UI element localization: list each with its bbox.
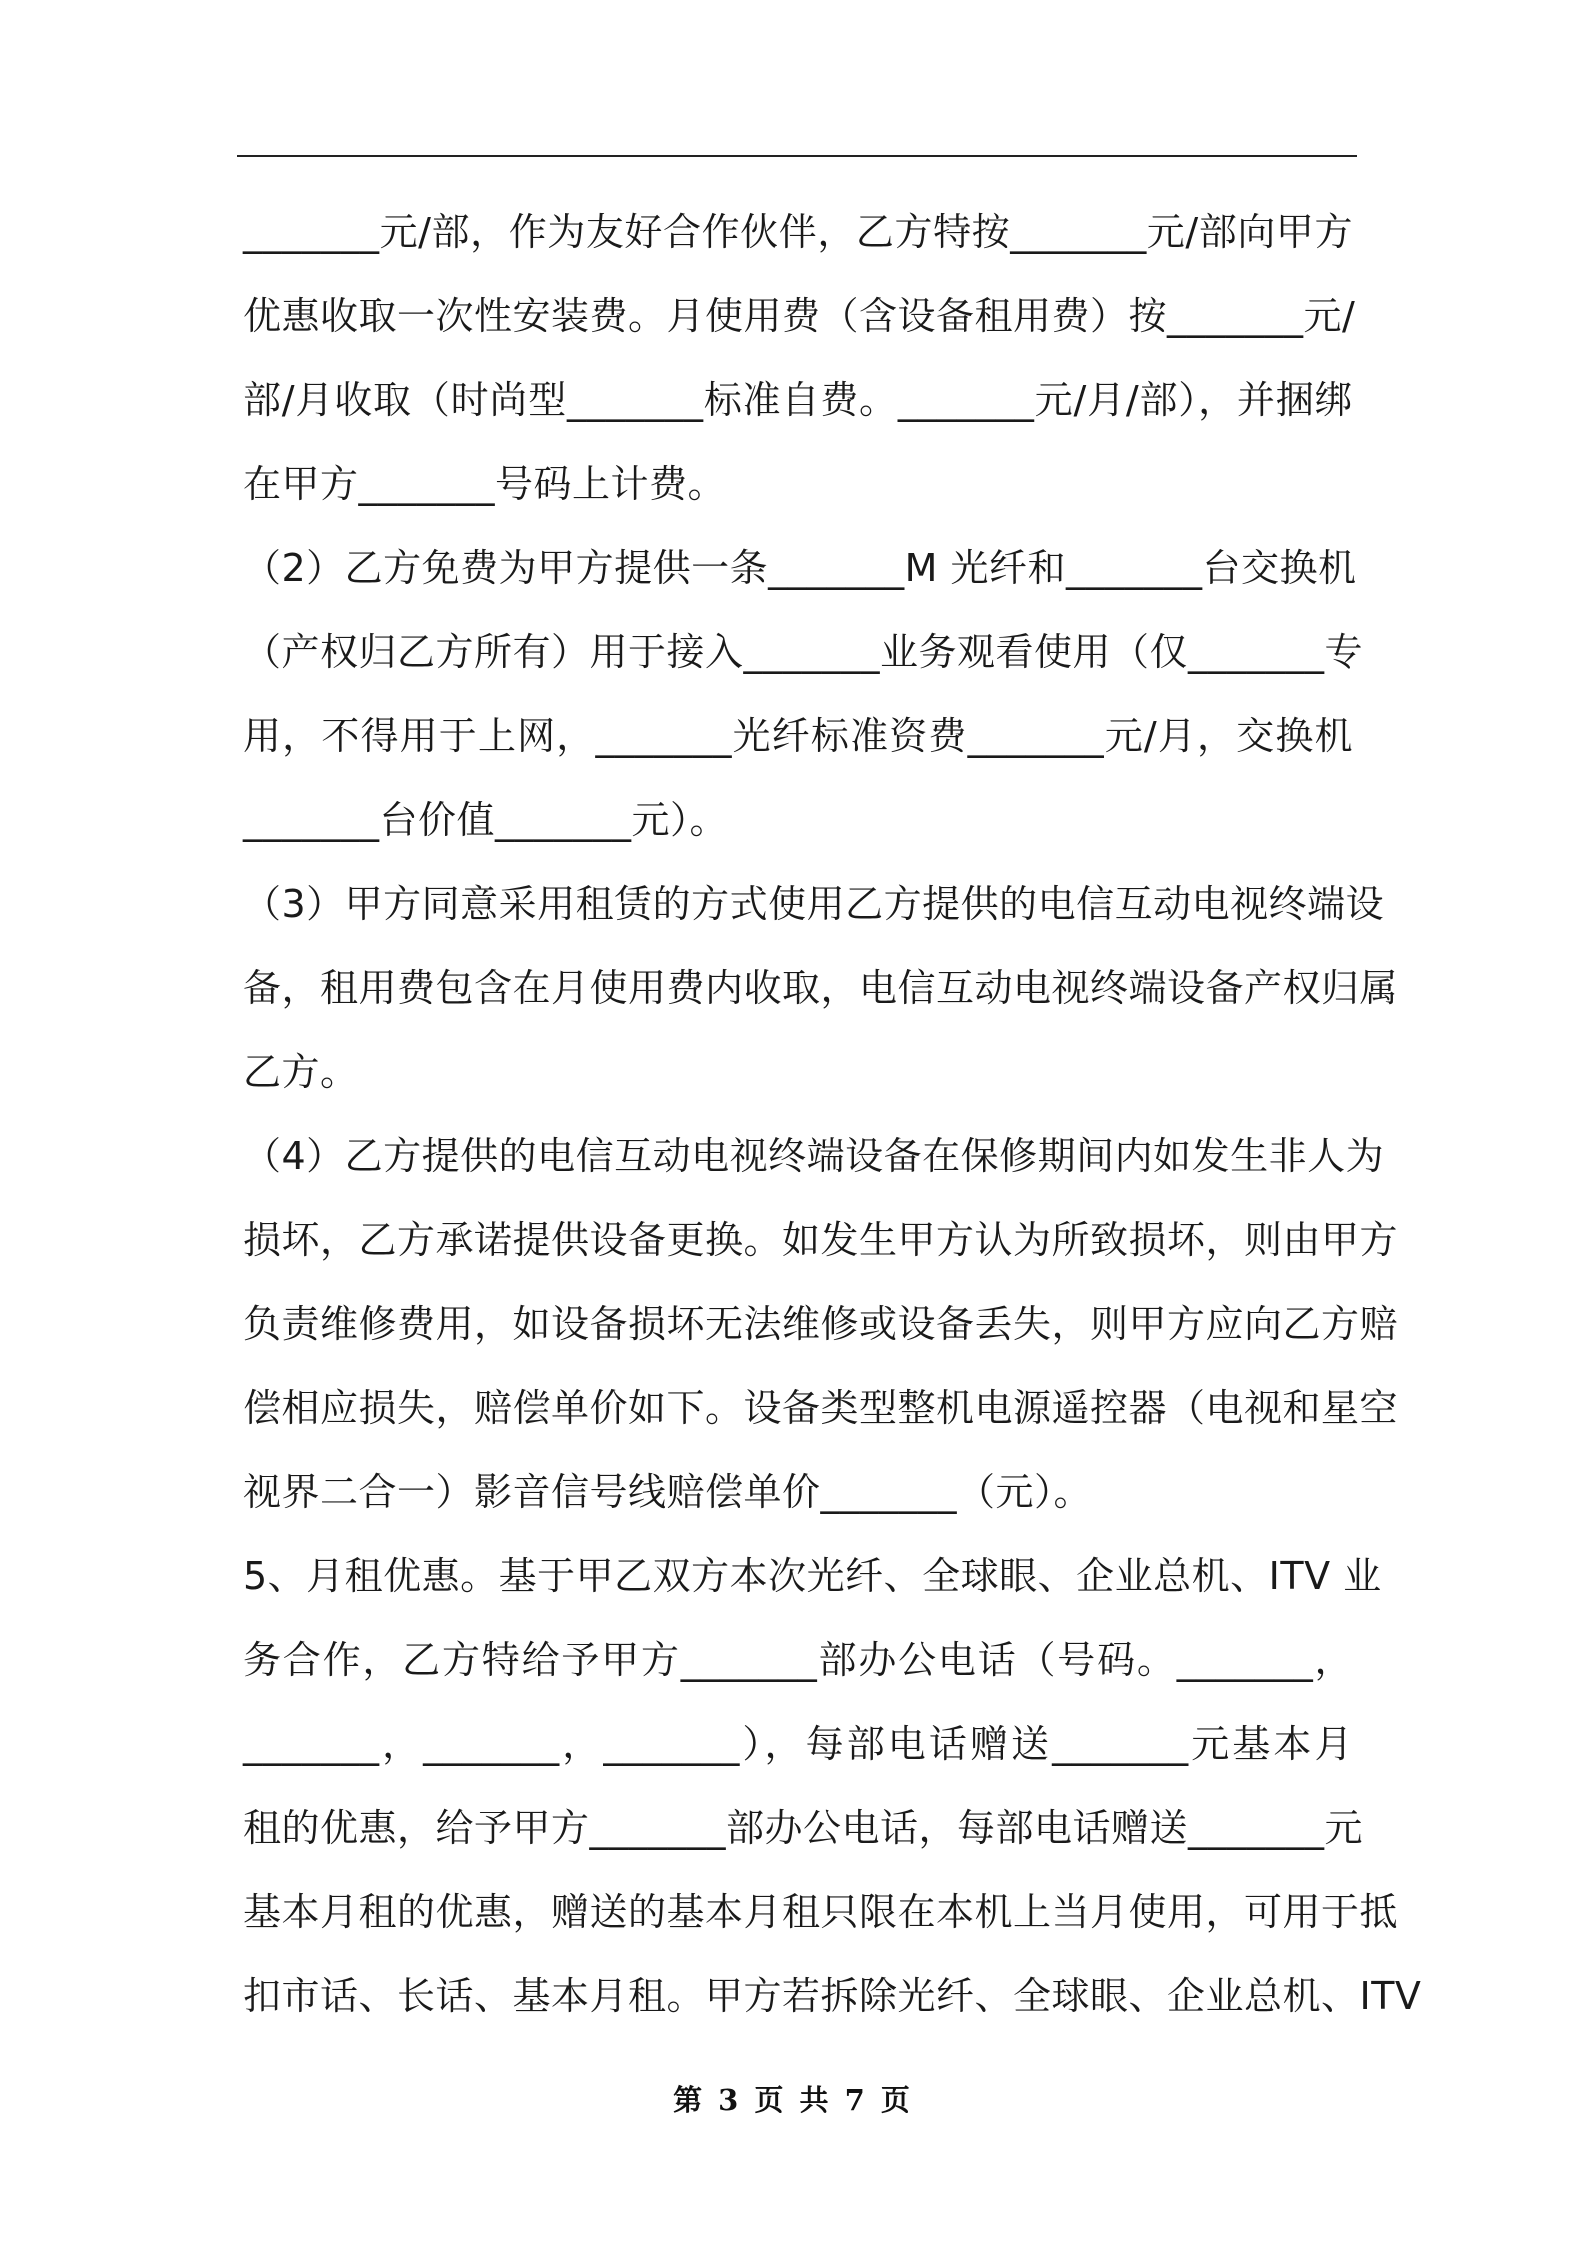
text-line: 扣市话、长话、基本月租。甲方若拆除光纤、全球眼、企业总机、ITV xyxy=(243,1974,1422,2018)
text-line: _______台价值_______元）。 xyxy=(243,798,729,842)
text-line: 损坏，乙方承诺提供设备更换。如发生甲方认为所致损坏，则由甲方 xyxy=(243,1218,1399,1262)
text-line: 负责维修费用，如设备损坏无法维修或设备丢失，则甲方应向乙方赔 xyxy=(243,1302,1399,1346)
text-line: 用，不得用于上网，_______光纤标准资费_______元/月，交换机 xyxy=(243,714,1353,758)
page-number-footer: 第 3 页 共 7 页 xyxy=(673,2083,913,2117)
text-line: （产权归乙方所有）用于接入_______业务观看使用（仅_______专 xyxy=(243,630,1364,674)
text-line: （3）甲方同意采用租赁的方式使用乙方提供的电信互动电视终端设 xyxy=(243,882,1385,926)
text-line: 偿相应损失，赔偿单价如下。设备类型整机电源遥控器（电视和星空 xyxy=(243,1386,1399,1430)
text-line: _______，_______，_______），每部电话赠送_______元基本月 xyxy=(243,1722,1353,1766)
text-line: 视界二合一）影音信号线赔偿单价_______（元）。 xyxy=(243,1470,1093,1514)
text-line: 优惠收取一次性安装费。月使用费（含设备租用费）按_______元/ xyxy=(243,294,1356,338)
text-line: 乙方。 xyxy=(243,1050,359,1094)
text-line: （2）乙方免费为甲方提供一条_______M 光纤和_______台交换机 xyxy=(243,546,1357,590)
text-line: 部/月收取（时尚型_______标准自费。_______元/月/部），并捆绑 xyxy=(243,378,1353,422)
contract-body xyxy=(243,190,1422,2038)
text-line: 在甲方_______号码上计费。 xyxy=(243,462,727,506)
text-line: _______元/部，作为友好合作伙伴，乙方特按_______元/部向甲方 xyxy=(243,210,1353,254)
text-line: （4）乙方提供的电信互动电视终端设备在保修期间内如发生非人为 xyxy=(243,1134,1385,1178)
text-line: 备，租用费包含在月使用费内收取，电信互动电视终端设备产权归属 xyxy=(243,966,1399,1010)
text-line: 租的优惠，给予甲方_______部办公电话，每部电话赠送_______元 xyxy=(243,1806,1364,1850)
text-line: 务合作，乙方特给予甲方_______部办公电话（号码。_______， xyxy=(243,1638,1353,1682)
header-rule xyxy=(237,155,1357,157)
text-line: 基本月租的优惠，赠送的基本月租只限在本机上当月使用，可用于抵 xyxy=(243,1890,1399,1934)
text-line: 5、月租优惠。基于甲乙双方本次光纤、全球眼、企业总机、ITV 业 xyxy=(243,1554,1382,1598)
